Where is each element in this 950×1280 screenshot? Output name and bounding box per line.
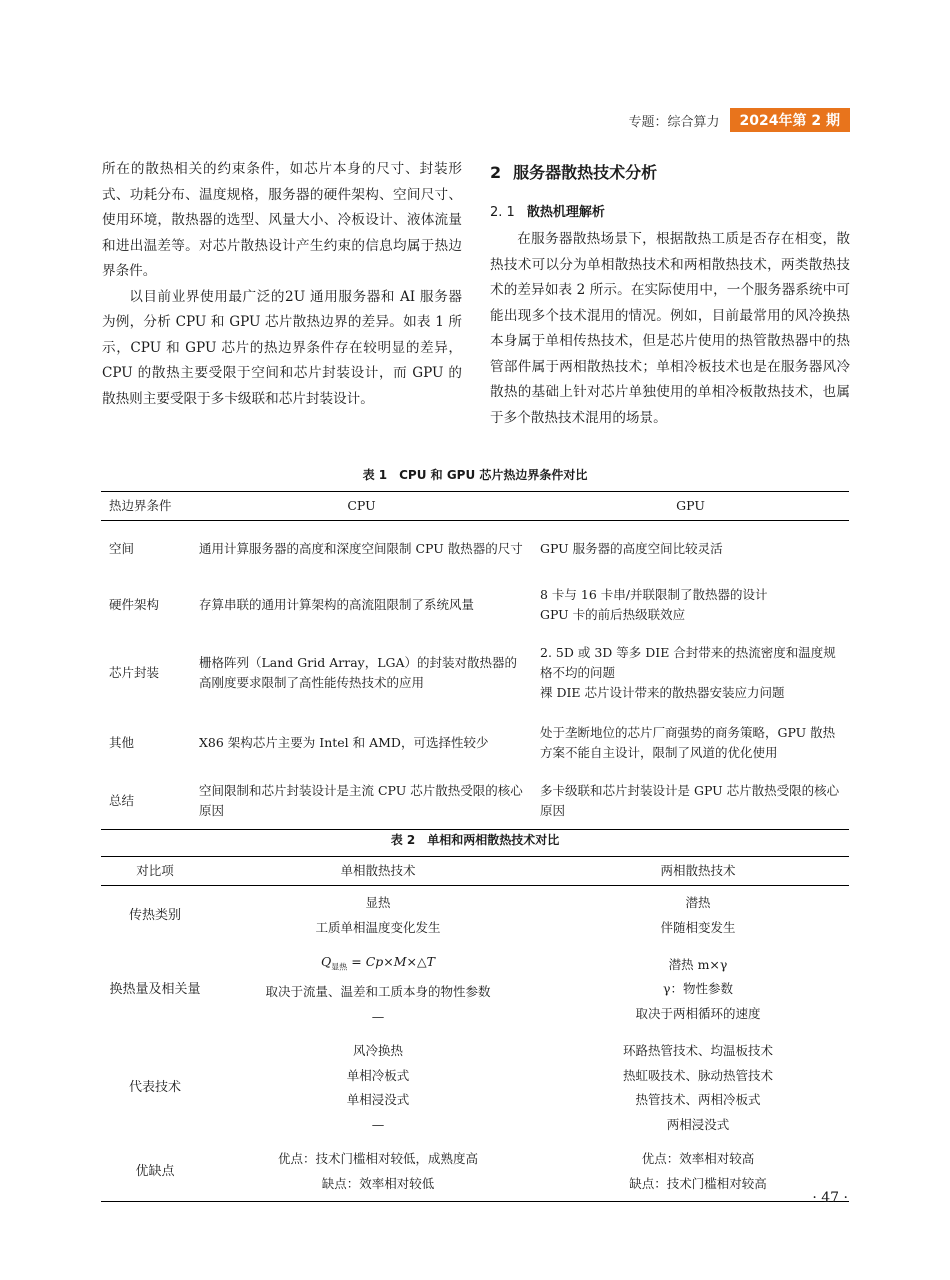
table1-gpu-line: 处于垄断地位的芯片厂商强势的商务策略，GPU 散热方案不能自主设计，限制了风道的优化使用 bbox=[540, 725, 836, 760]
table2-header-cell: 单相散热技术 bbox=[209, 857, 547, 886]
table2-two-line: 潜热 bbox=[685, 895, 711, 910]
subsection-title: 散热机理解析 bbox=[526, 204, 605, 220]
table2 bbox=[101, 856, 849, 1202]
table1-row bbox=[101, 773, 849, 830]
table1-header-row bbox=[101, 492, 849, 521]
table2-row-key: 传热类别 bbox=[128, 907, 181, 923]
table1-row-key: 芯片封装 bbox=[109, 665, 160, 680]
table2-single-line: 显热 bbox=[365, 895, 391, 910]
table2-single-line: 单相冷板式 bbox=[346, 1067, 410, 1083]
table2-row-key: 代表技术 bbox=[128, 1080, 181, 1095]
left-column bbox=[102, 157, 462, 412]
section-title: 服务器散热技术分析 bbox=[513, 163, 658, 182]
table2-two-line: 优点：效率相对较高 bbox=[641, 1151, 755, 1166]
table2-single-line: 单相浸没式 bbox=[346, 1092, 410, 1107]
page-number: · 47 · bbox=[812, 1190, 848, 1206]
table1-row bbox=[101, 577, 849, 633]
table1-gpu-line: 裸 DIE 芯片设计带来的散热器安装应力问题 bbox=[540, 685, 785, 700]
table1-gpu-cell bbox=[532, 521, 849, 578]
table2-single-line: — bbox=[371, 1008, 385, 1024]
table2-two-cell bbox=[547, 886, 849, 946]
table1-gpu-line: 8 卡与 16 卡串/并联限制了散热器的设计 bbox=[540, 587, 768, 602]
table1-gpu-cell bbox=[532, 713, 849, 773]
header-topic: 专题：综合算力 bbox=[628, 114, 720, 130]
table2-two-cell bbox=[547, 945, 849, 1034]
table2-single-line: 风冷换热 bbox=[352, 1043, 403, 1058]
table1-gpu-line: GPU 服务器的高度空间比较灵活 bbox=[540, 541, 723, 556]
table2-two-line: 环路热管技术、均温板技术 bbox=[622, 1043, 773, 1058]
header-issue-badge: 2024年第 2 期 bbox=[730, 108, 850, 132]
running-header bbox=[629, 108, 850, 132]
table1-row bbox=[101, 633, 849, 713]
table1-gpu-line: GPU 卡的前后热级联效应 bbox=[540, 607, 686, 622]
table2-single-cell bbox=[209, 1034, 547, 1142]
table2-row-key: 换热量及相关量 bbox=[109, 981, 201, 997]
table2-single-line: 取决于流量、温差和工质本身的物性参数 bbox=[265, 984, 491, 999]
table1-cpu-cell: X86 架构芯片主要为 Intel 和 AMD，可选择性较少 bbox=[199, 735, 489, 750]
table1-cpu-cell: 通用计算服务器的高度和深度空间限制 CPU 散热器的尺寸 bbox=[199, 541, 523, 556]
table2-single-cell bbox=[209, 945, 547, 1034]
table2-two-line: 潜热 m×γ bbox=[668, 956, 728, 972]
table2-row-key: 优缺点 bbox=[101, 1142, 209, 1202]
table2-row bbox=[101, 886, 849, 946]
table2-row bbox=[101, 1034, 849, 1142]
table1 bbox=[101, 491, 849, 830]
table1-gpu-line: 多卡级联和芯片封装设计是 GPU 芯片散热受限的核心原因 bbox=[540, 783, 840, 818]
table2-single-line: 优点：技术门槛相对较低，成熟度高 bbox=[277, 1151, 478, 1166]
table1-header-cell: GPU bbox=[532, 492, 849, 521]
table2-single-line: 工质单相温度变化发生 bbox=[315, 919, 441, 935]
sensible-heat-formula: $Q_{显热}$ = Cp×M×△T bbox=[321, 954, 435, 972]
table2-two-line: 缺点：技术门槛相对较高 bbox=[629, 1175, 767, 1191]
table2-two-cell bbox=[547, 1034, 849, 1142]
table2-header-row bbox=[101, 857, 849, 886]
table1-header-cell: CPU bbox=[191, 492, 532, 521]
subsection-number: 2. 1 bbox=[490, 204, 515, 220]
left-paragraph-2: 以目前业界使用最广泛的2U 通用服务器和 AI 服务器为例，分析 CPU 和 GPU 芯片散热边界的差异。如表 1 所示，CPU 和 GPU 芯片的热边界条件存在较明显的差异，CPU 的散热主要受限于空间和芯片封装设计，而 GPU 的散热则主要受限于多卡级联和芯片封装设计。 bbox=[102, 288, 462, 407]
section-number: 2 bbox=[490, 163, 502, 182]
table2-header-cell: 两相散热技术 bbox=[547, 857, 849, 886]
table1-gpu-cell bbox=[532, 633, 849, 713]
table2-two-cell bbox=[547, 1142, 849, 1202]
table1-cpu-cell: 存算串联的通用计算架构的高流阻限制了系统风量 bbox=[199, 597, 475, 612]
table2-two-line: γ：物性参数 bbox=[663, 981, 733, 997]
table1-caption: 表 1 CPU 和 GPU 芯片热边界条件对比 bbox=[362, 468, 588, 482]
table1-row-key: 空间 bbox=[109, 541, 135, 556]
table1-gpu-cell bbox=[532, 773, 849, 830]
table1-gpu-line: 2. 5D 或 3D 等多 DIE 合封带来的热流密度和温度规格不均的问题 bbox=[540, 645, 836, 680]
table2-single-line: — bbox=[371, 1116, 385, 1132]
table2-header-cell: 对比项 bbox=[101, 857, 209, 886]
table2-single-cell bbox=[209, 886, 547, 946]
table1-row-key: 硬件架构 bbox=[109, 597, 160, 612]
table2-row bbox=[101, 945, 849, 1034]
table1-row bbox=[101, 521, 849, 578]
left-paragraph-1: 所在的散热相关的约束条件，如芯片本身的尺寸、封装形式、功耗分布、温度规格，服务器的硬件架构、空间尺寸、使用环境，散热器的选型、风量大小、冷板设计、液体流量和进出温差等。对芯片散热设计产生约束的信息均属于热边界条件。 bbox=[102, 161, 462, 279]
subsection-heading bbox=[490, 200, 850, 226]
table2-two-line: 伴随相变发生 bbox=[660, 919, 736, 935]
table2-two-line: 取决于两相循环的速度 bbox=[635, 1005, 761, 1021]
table1-cpu-cell: 空间限制和芯片封装设计是主流 CPU 芯片散热受限的核心原因 bbox=[191, 773, 532, 830]
table1-row bbox=[101, 713, 849, 773]
table1-header-cell: 热边界条件 bbox=[101, 492, 191, 521]
right-column bbox=[490, 157, 850, 431]
table2-single-line: 缺点：效率相对较低 bbox=[321, 1175, 435, 1191]
table1-row-key: 总结 bbox=[101, 773, 191, 830]
table2-two-line: 两相浸没式 bbox=[666, 1116, 730, 1132]
table1-cpu-cell: 栅格阵列（Land Grid Array，LGA）的封装对散热器的高刚度要求限制了高性能传热技术的应用 bbox=[199, 655, 518, 690]
table1-row-key: 其他 bbox=[109, 735, 135, 750]
table2-single-cell bbox=[209, 1142, 547, 1202]
table1-gpu-cell bbox=[532, 577, 849, 633]
right-paragraph-1: 在服务器散热场景下，根据散热工质是否存在相变，散热技术可以分为单相散热技术和两相散热技术，两类散热技术的差异如表 2 所示。在实际使用中，一个服务器系统中可能出现多个技术混用的情况。例如，目前最常用的风冷换热本身属于单相传热技术，但是芯片使用的热管散热器中的热管部件属于两相散热技术；单相冷板技术也是在服务器风冷散热的基础上针对芯片单独使用的单相冷板散热技术，也属于多个散热技术混用的场景。 bbox=[490, 231, 850, 426]
table2-two-line: 热虹吸技术、脉动热管技术 bbox=[622, 1067, 773, 1083]
table2-two-line: 热管技术、两相冷板式 bbox=[635, 1092, 761, 1107]
table2-caption: 表 2 单相和两相散热技术对比 bbox=[390, 833, 560, 847]
section-heading bbox=[490, 160, 850, 186]
table2-row bbox=[101, 1142, 849, 1202]
